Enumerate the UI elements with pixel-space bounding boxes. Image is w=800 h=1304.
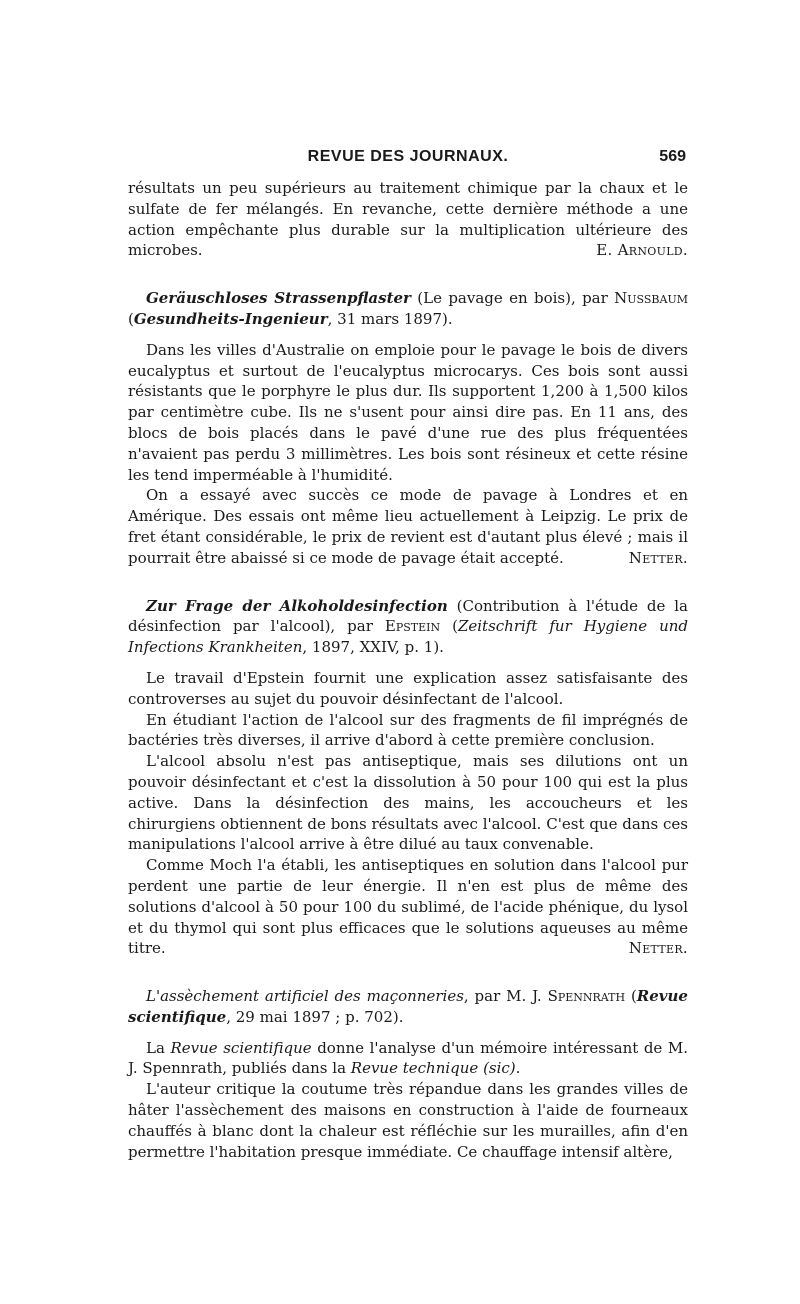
continuation-block: [128, 178, 688, 261]
article-title-fr: (Contribution à l'étude de la désinfection par l'alcool), par: [128, 596, 688, 636]
article-source: Gesundheits-Ingenieur: [133, 309, 328, 328]
continuation-paragraph: [128, 178, 688, 261]
paragraph: Le travail d'Epstein fournit une explication assez satisfaisante des controverses au sujet du pouvoir désinfectant de l'alcool.: [128, 668, 688, 708]
article-title-original: Geräuschloses Strassenpflaster: [146, 289, 411, 308]
article-author: Spennrath: [547, 987, 626, 1006]
article-source-date: , 29 mai 1897 ; p. 702).: [226, 1007, 404, 1026]
paragraph-text: Comme Moch l'a établi, les antiseptiques en solution dans l'alcool pur perdent une partie de leur énergie. Il n'en est plus de même des solutions d'alcool à 50 pour 100 du sublimé, de l'acide phénique, du lysol et du thymol qui sont plus efficaces que le solutions aqueuses au même titre.: [128, 856, 688, 958]
paragraph: [128, 1038, 688, 1080]
article-source-date: , 1897, XXIV, p. 1).: [302, 638, 444, 657]
paragraph: [128, 855, 688, 959]
signature-netter: Netter.: [628, 939, 688, 958]
article-author: Epstein: [384, 617, 441, 636]
signature-netter: Netter.: [628, 548, 688, 567]
paragraph: L'auteur critique la coutume très répandue dans les grandes villes de hâter l'assèchement des maisons en construction à l'aide de fourneaux chauffés à blanc dont la chaleur est réfléchie sur les murailles, afin d'en permettre l'habitation presque immédiate. Ce chauffage intensif altère,: [128, 1080, 688, 1161]
source-open: (: [440, 617, 458, 636]
article-source: Revue scientifique: [128, 987, 688, 1026]
article-source: Zeitschrift fur Hygiene und Infections Krankheiten: [128, 617, 688, 657]
running-title: REVUE DES JOURNAUX.: [307, 148, 509, 165]
article-title-original: Zur Frage der Alkoholdesinfection: [146, 596, 448, 615]
continuation-text: résultats un peu supérieurs au traitement chimique par la chaux et le sulfate de fer mélangés. En revanche, cette dernière méthode a une action empêchante plus durable sur la multiplication ultérieure des microbes.: [128, 179, 688, 260]
journal-name: Revue scientifique: [170, 1038, 312, 1057]
paragraph: L'alcool absolu n'est pas antiseptique, mais ses dilutions ont un pouvoir désinfectant et c'est la dissolution à 50 pour 100 qui est la plus active. Dans la désinfection des mains, les accoucheurs et les chirurgiens obtiennent de bons résultats avec l'alcool. C'est que dans ces manipulations l'alcool arrive à être dilué au taux convenable.: [128, 752, 688, 854]
article-heading: [128, 288, 688, 330]
paragraph: Dans les villes d'Australie on emploie pour le pavage le bois de divers eucalyptus et surtout de l'eucalyptus microcarys. Ces bois sont aussi résistants que le porphyre le plus dur. Ils supportent 1,200 à 1,500 kilos par centimètre cube. Ils ne s'usent pour ainsi dire pas. En 11 ans, des blocs de bois placés dans le pavé d'une rue des plus fréquentées n'avaient pas perdu 3 millimètres. Les bois sont résineux et cette résine les tend imperméable à l'humidité.: [128, 340, 688, 484]
paragraph-text: donne l'analyse d'un mémoire intéressant de M. J. Spennrath, publiés dans la: [128, 1038, 689, 1078]
paragraph-text: .: [515, 1059, 521, 1078]
paragraph-text: La: [146, 1038, 171, 1057]
article-title-fr: (Le pavage en bois), par: [410, 289, 615, 308]
paragraph: En étudiant l'action de l'alcool sur des fragments de fil imprégnés de bactéries très diverses, il arrive d'abord à cette première conclusion.: [128, 710, 688, 750]
article-epstein: [128, 596, 688, 960]
article-title-fr: , par M. J.: [463, 987, 548, 1006]
article-heading: [128, 986, 688, 1028]
article-nussbaum: [128, 288, 688, 568]
page-header: [130, 148, 686, 174]
journal-name: Revue technique (sic): [350, 1059, 516, 1078]
article-title-original: L'assèchement artificiel des maçonneries: [146, 987, 464, 1006]
page-body: [128, 178, 688, 1162]
page-number: 569: [659, 148, 686, 165]
article-author: Nussbaum: [614, 289, 688, 308]
paragraph-text: On a essayé avec succès ce mode de pavage à Londres et en Amérique. Des essais ont même lieu actuellement à Leipzig. Le prix de fret étant considérable, le prix de revient est d'autant plus élevé ; mais il pourrait être abaissé si ce mode de pavage était accepté.: [128, 486, 688, 567]
article-heading: [128, 596, 688, 658]
article-source-date: , 31 mars 1897).: [327, 309, 453, 328]
article-spennrath: [128, 986, 688, 1162]
paragraph: [128, 485, 688, 568]
source-open: (: [630, 987, 637, 1006]
source-open: (: [128, 309, 134, 328]
signature-arnould: E. Arnould.: [596, 241, 688, 260]
